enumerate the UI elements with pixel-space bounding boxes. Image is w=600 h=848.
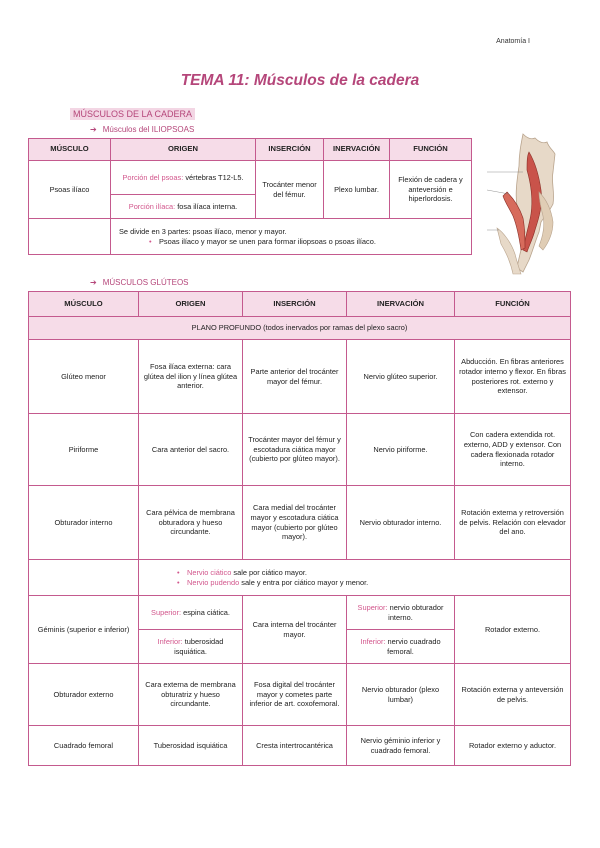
origin-iliaca-text: fosa ilíaca interna. <box>177 201 238 211</box>
iliopsoas-note <box>111 219 472 255</box>
insertion: Parte anterior del trocánter mayor del fémur. <box>243 340 347 414</box>
col-header-insercion: INSERCIÓN <box>243 292 347 317</box>
innervation: Nervio géminio inferior y cuadrado femoral. <box>347 726 455 766</box>
function: Rotación externa y retroversión de pelvis. Relación con elevador del ano. <box>455 486 571 560</box>
nerve-notes <box>139 560 571 596</box>
muscle-name: Obturador interno <box>29 486 139 560</box>
note-pudendo <box>187 578 562 588</box>
function: Con cadera extendida rot. externo, ADD y extensor. Con cadera flexionada rotador interno. <box>455 414 571 486</box>
col-header-origen: ORIGEN <box>139 292 243 317</box>
iliopsoas-heading <box>90 125 194 134</box>
origin-sup-text: espina ciática. <box>183 607 230 617</box>
iliopsoas-heading-label: Músculos del ILIOPSOAS <box>102 125 195 134</box>
muscle-name: Piriforme <box>29 414 139 486</box>
innerv-inf-label: Inferior: <box>360 636 386 646</box>
table-row <box>29 726 571 766</box>
origin: Cara pélvica de membrana obturadora y hueso circundante. <box>139 486 243 560</box>
origin: Tuberosidad isquiática <box>139 726 243 766</box>
origin-superior <box>139 596 243 630</box>
innervation: Nervio obturador interno. <box>347 486 455 560</box>
origin-inferior <box>139 630 243 664</box>
origin-psoas-label: Porción del psoas: <box>122 172 184 182</box>
hip-anatomy-illustration <box>483 132 565 277</box>
table-row <box>29 596 571 630</box>
plano-profundo-label: PLANO PROFUNDO (todos inervados por ramas del plexo sacro) <box>29 317 571 340</box>
iliopsoas-table <box>28 138 472 255</box>
origin-sup-label: Superior: <box>151 607 182 617</box>
note-ciatico-text: sale por ciático mayor. <box>233 567 307 577</box>
table-row-note <box>29 560 571 596</box>
innervation: Nervio glúteo superior. <box>347 340 455 414</box>
insertion: Fosa digital del trocánter mayor y cometes parte inferior de art. coxofemoral. <box>243 664 347 726</box>
gluteos-table <box>28 291 571 766</box>
origin-psoas <box>111 161 256 195</box>
function: Abducción. En fibras anteriores rotador interno y flexor. En fibras posteriores rot. externo y extensor. <box>455 340 571 414</box>
innervation: Nervio piriforme. <box>347 414 455 486</box>
insertion: Cara interna del trocánter mayor. <box>243 596 347 664</box>
note-bullet: • Psoas ilíaco y mayor se unen para formar iliopsoas o psoas ilíaco. <box>159 237 463 247</box>
origin: Cara externa de membrana obturatriz y hueso circundante. <box>139 664 243 726</box>
table-row <box>29 340 571 414</box>
muscle-name: Obturador externo <box>29 664 139 726</box>
note-ciatico <box>187 568 562 578</box>
innerv-sup-text: nervio obturador interno. <box>388 602 444 622</box>
origin-iliaca <box>111 195 256 219</box>
muscle-name: Psoas ilíaco <box>29 161 111 219</box>
function: Rotación externa y anteversión de pelvis. <box>455 664 571 726</box>
note-pudendo-label: Nervio pudendo <box>187 577 240 587</box>
table-row <box>29 486 571 560</box>
function: Flexión de cadera y anteversión e hiperlordosis. <box>390 161 472 219</box>
table-header-row <box>29 139 472 161</box>
muscle-name: Géminis (superior e inferior) <box>29 596 139 664</box>
table-row <box>29 414 571 486</box>
origin: Fosa ilíaca externa: cara glútea del ilion y línea glútea anterior. <box>139 340 243 414</box>
innervation-superior <box>347 596 455 630</box>
insertion: Trocánter mayor del fémur y escotadura ciática mayor (cubierto por glúteo mayor). <box>243 414 347 486</box>
innervation: Nervio obturador (plexo lumbar) <box>347 664 455 726</box>
origin-inf-label: Inferior: <box>157 636 183 646</box>
innerv-inf-text: nervio cuadrado femoral. <box>387 636 441 656</box>
gluteos-heading-label: MÚSCULOS GLÚTEOS <box>102 278 189 287</box>
insertion: Cresta intertrocantérica <box>243 726 347 766</box>
innerv-sup-label: Superior: <box>357 602 388 612</box>
col-header-inervacion: INERVACIÓN <box>347 292 455 317</box>
gluteos-heading <box>90 278 189 287</box>
note-ciatico-label: Nervio ciático <box>187 567 232 577</box>
page-header-course: Anatomía I <box>496 38 530 45</box>
origin-psoas-text: vértebras T12-L5. <box>185 172 244 182</box>
page-title: TEMA 11: Músculos de la cadera <box>180 72 420 89</box>
origin-inf-text: tuberosidad isquiática. <box>174 636 224 656</box>
col-header-musculo: MÚSCULO <box>29 292 139 317</box>
col-header-origen: ORIGEN <box>111 139 256 161</box>
muscle-name: Cuadrado femoral <box>29 726 139 766</box>
note-main: Se divide en 3 partes: psoas ilíaco, menor y mayor. <box>119 226 287 236</box>
origin: Cara anterior del sacro. <box>139 414 243 486</box>
col-header-inervacion: INERVACIÓN <box>324 139 390 161</box>
col-header-musculo: MÚSCULO <box>29 139 111 161</box>
section-heading: MÚSCULOS DE LA CADERA <box>70 108 195 120</box>
function: Rotador externo y aductor. <box>455 726 571 766</box>
table-header-row <box>29 292 571 317</box>
arrow-right-icon: ➔ <box>90 278 97 287</box>
arrow-right-icon: ➔ <box>90 125 97 134</box>
table-row-note <box>29 219 472 255</box>
origin-iliaca-label: Porción ilíaca: <box>128 201 176 211</box>
insertion: Cara medial del trocánter mayor y escotadura ciática mayor (cubierto por glúteo mayor). <box>243 486 347 560</box>
col-header-insercion: INSERCIÓN <box>256 139 324 161</box>
innervation: Plexo lumbar. <box>324 161 390 219</box>
plano-profundo-row <box>29 317 571 340</box>
innervation-inferior <box>347 630 455 664</box>
table-row <box>29 161 472 195</box>
col-header-funcion: FUNCIÓN <box>390 139 472 161</box>
col-header-funcion: FUNCIÓN <box>455 292 571 317</box>
insertion: Trocánter menor del fémur. <box>256 161 324 219</box>
table-row <box>29 664 571 726</box>
function: Rotador externo. <box>455 596 571 664</box>
note-pudendo-text: sale y entra por ciático mayor y menor. <box>241 577 369 587</box>
muscle-name: Glúteo menor <box>29 340 139 414</box>
